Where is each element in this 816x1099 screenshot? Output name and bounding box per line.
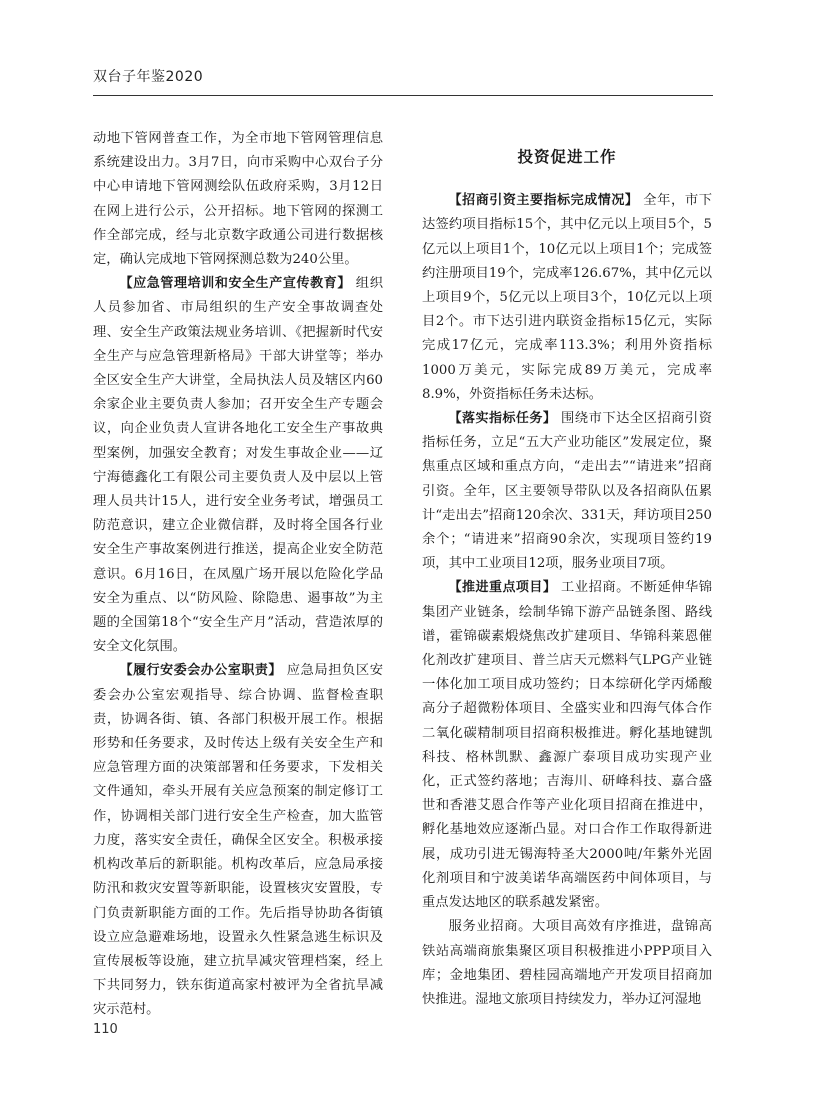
entry-text-key-projects: 工业招商。不断延伸华锦集团产业链条，绘制华锦下游产品链条图、路线谱，霍锦碳素煅烧焦改扩建项目、华锦科莱恩催化剂改扩建项目、普兰店天元燃料气LPG产业链一体化加工项目成功签约；日本综研化学丙烯酸高分子超微粉体项目、全盛实业和四海气体合作二氧化碳精制项目招商积极推进。孵化基地键凯科技、格林凯默、鑫源广泰项目成功实现产业化，正式签约落地；吉海川、研峰科技、嘉合盛世和香港艾恩合作等产业化项目招商在推进中，孵化基地效应逐渐凸显。对口合作工作取得新进展，成功引进无锡海特圣大2000吨/年紫外光固化剂项目和宁波美诺华高端医药中间体项目，与重点发达地区的联系越发紧密。 bbox=[422, 580, 712, 911]
left-column bbox=[93, 127, 383, 1023]
paragraph-safety-committee bbox=[93, 659, 383, 1022]
entry-text-emergency-training: 组织人员参加省、市局组织的生产安全事故调查处理、安全生产政策法规业务培训、《把握新时代安全生产与应急管理新格局》干部大讲堂等；举办全区安全生产大讲堂，全局执法人员及辖区内60余家企业主要负责人参加；召开安全生产专题会议，向企业负责人宣讲各地化工安全生产事故典型案例，加强安全教育；对发生事故企业——辽宁海德鑫化工有限公司主要负责人及中层以上管理人员共计15人，进行安全业务考试，增强员工防范意识，建立企业微信群，及时将全国各行业安全生产事故案例进行推送，提高企业安全防范意识。6月16日，在凤凰广场开展以危险化学品安全为重点、以“防风险、除隐患、遏事故”为主题的全国第18个“安全生产月”活动，营造浓厚的安全文化氛围。 bbox=[93, 276, 383, 655]
entry-text-indicator-tasks: 围绕市下达全区招商引资指标任务，立足“五大产业功能区”发展定位，聚焦重点区域和重点方向，“走出去”“请进来”招商引资。全年，区主要领导带队以及各招商队伍累计“走出去”招商120余次、331天，拜访项目250余个；“请进来”招商90余次，实现项目签约19项，其中工业项目12项，服务业项目7项。 bbox=[422, 411, 712, 572]
right-column bbox=[422, 127, 712, 1012]
yearbook-title: 双台子年鉴2020 bbox=[93, 69, 204, 85]
running-header bbox=[93, 66, 713, 86]
page-number: 110 bbox=[93, 1022, 118, 1037]
entry-text-investment-indicators: 全年，市下达签约项目指标15个，其中亿元以上项目5个，5亿元以上项目1个，10亿元以上项目1个；完成签约注册项目19个，完成率126.67%，其中亿元以上项目9个，5亿元以上项目3个，10亿元以上项目2个。市下达引进内联资金指标15亿元，实际完成17亿元，完成率113.3%；利用外资指标1000万美元，实际完成89万美元，完成率8.9%，外资指标任务未达标。 bbox=[422, 193, 712, 402]
paragraph-pipe-network: 动地下管网普查工作，为全市地下管网管理信息系统建设出力。3月7日，向市采购中心双台子分中心申请地下管网测绘队伍政府采购，3月12日在网上进行公示，公开招标。地下管网的探测工作全部完成，经与北京数字政通公司进行数据核定，确认完成地下管网探测总数为240公里。 bbox=[93, 131, 383, 268]
paragraph-indicator-tasks bbox=[422, 407, 712, 576]
entry-heading-investment-indicators: 【招商引资主要指标完成情况】 bbox=[448, 193, 639, 209]
paragraph-emergency-training bbox=[93, 272, 383, 659]
entry-heading-key-projects: 【推进重点项目】 bbox=[448, 580, 557, 596]
paragraph-service-investment: 服务业招商。大项目高效有序推进，盘锦高铁站高端商旅集聚区项目积极推进小PPP项目入库；金地集团、碧桂园高端地产开发项目招商加快推进。湿地文旅项目持续发力，举办辽河湿地 bbox=[422, 919, 712, 1007]
entry-text-safety-committee: 应急局担负区安委会办公室宏观指导、综合协调、监督检查职责，协调各街、镇、各部门积极开展工作。根据形势和任务要求，及时传达上级有关安全生产和应急管理方面的决策部署和任务要求，下发相关文件通知，牵头开展有关应急预案的制定修订工作，协调相关部门进行安全生产检查，加大监管力度，落实安全责任，确保全区安全。积极承接机构改革后的新职能。机构改革后，应急局承接防汛和救灾安置等新职能，设置核灾安置股，专门负责新职能方面的工作。先后指导协助各街镇设立应急避难场地，设置永久性紧急逃生标识及宣传展板等设施，建立抗旱减灾管理档案，经上下共同努力，铁东街道高家村被评为全省抗旱减灾示范村。 bbox=[93, 663, 383, 1018]
entry-heading-safety-committee: 【履行安委会办公室职责】 bbox=[119, 663, 282, 679]
entry-heading-emergency-training: 【应急管理培训和安全生产宣传教育】 bbox=[119, 276, 351, 292]
entry-heading-indicator-tasks: 【落实指标任务】 bbox=[448, 411, 557, 427]
header-divider bbox=[93, 95, 713, 96]
section-title: 投资促进工作 bbox=[517, 147, 617, 166]
paragraph-key-projects bbox=[422, 576, 712, 915]
paragraph-investment-indicators bbox=[422, 189, 712, 407]
